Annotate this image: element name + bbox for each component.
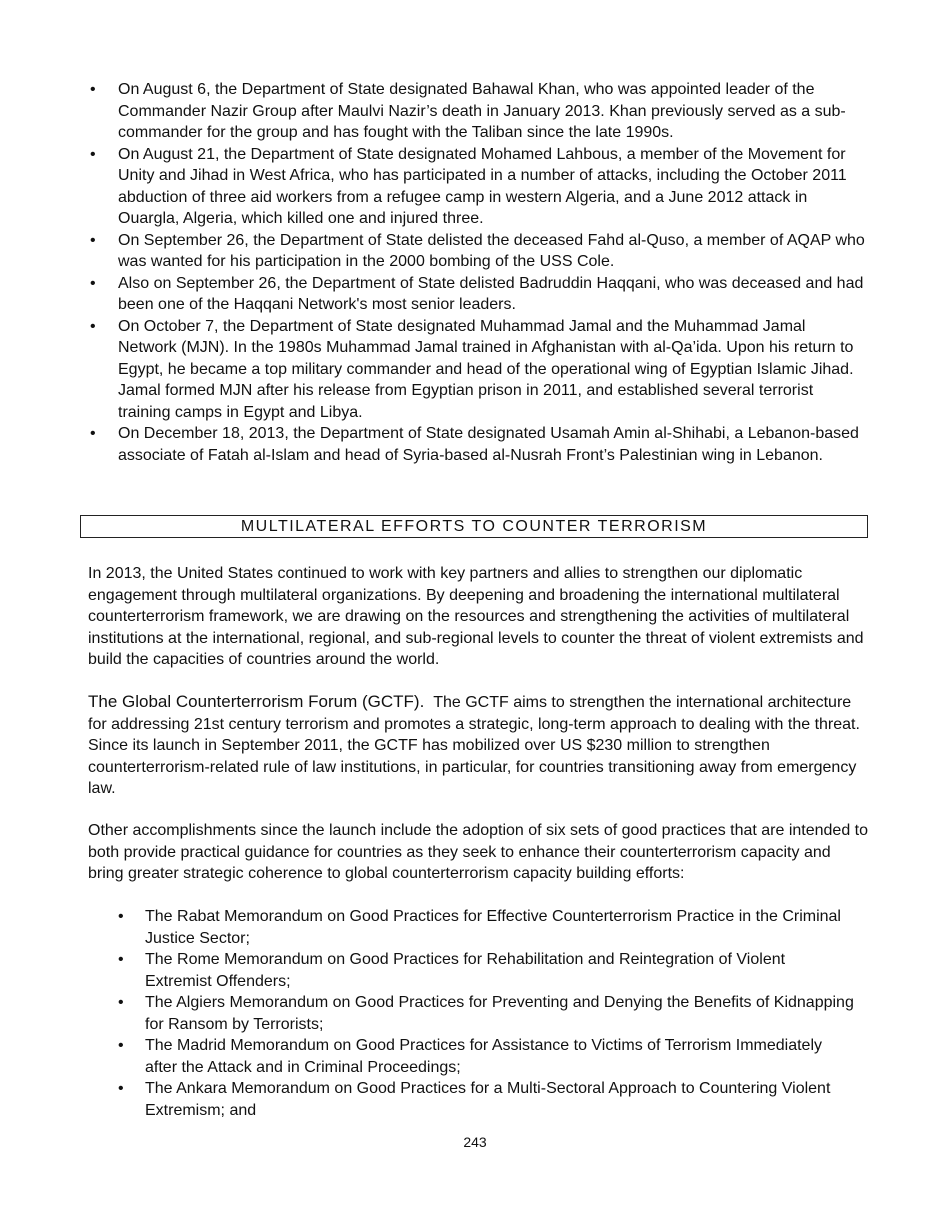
bullet-icon: • <box>90 274 96 292</box>
accomplishments-paragraph: Other accomplishments since the launch include the adoption of six sets of good practices that are intended to both provide practical guidance for countries as they seek to enhance their counterterrorism capacity and bring greater strategic coherence to global counterterrorism capacity building efforts: <box>88 822 869 882</box>
list-item <box>116 1035 856 1078</box>
list-item <box>116 906 856 949</box>
designations-list <box>88 79 868 466</box>
gctf-paragraph <box>88 691 868 800</box>
bullet-icon: • <box>118 951 124 968</box>
list-item-text: The Algiers Memorandum on Good Practices for Preventing and Denying the Benefits of Kidnapping for Ransom by Terrorists; <box>145 994 854 1033</box>
list-item <box>88 79 868 144</box>
section-heading: MULTILATERAL EFFORTS TO COUNTER TERRORISM <box>80 515 868 538</box>
bullet-icon: • <box>90 231 96 249</box>
list-item-text: Also on September 26, the Department of State delisted Badruddin Haqqani, who was deceased and had been one of the Haqqani Network's most senior leaders. <box>118 274 864 313</box>
list-item-text: On October 7, the Department of State designated Muhammad Jamal and the Muhammad Jamal Network (MJN). In the 1980s Muhammad Jamal trained in Afghanistan with al-Qa’ida. Upon his return to Egypt, he became a top military commander and head of the operational wing of Egyptian Islamic Jihad. Jamal formed MJN after his release from Egyptian prison in 2011, and established several terrorist training camps in Egypt and Libya. <box>118 317 854 421</box>
bullet-icon: • <box>90 145 96 163</box>
list-item-text: The Madrid Memorandum on Good Practices for Assistance to Victims of Terrorism Immediately after the Attack and in Criminal Proceedings; <box>145 1037 822 1076</box>
list-item-text: The Ankara Memorandum on Good Practices for a Multi-Sectoral Approach to Countering Violent Extremism; and <box>145 1080 831 1119</box>
bullet-icon: • <box>90 81 96 98</box>
bullet-icon: • <box>118 908 124 925</box>
intro-paragraph: In 2013, the United States continued to work with key partners and allies to strengthen our diplomatic engagement through multilateral organizations. By deepening and broadening the international multilateral counterterrorism framework, we are drawing on the resources and strengthening the activities of multilateral institutions at the international, regional, and sub-regional levels to counter the threat of violent extremists and build the capacities of countries around the world. <box>88 565 864 668</box>
list-item <box>116 949 856 992</box>
list-item-text: On September 26, the Department of State delisted the deceased Fahd al-Quso, a member of AQAP who was wanted for his participation in the 2000 bombing of the USS Cole. <box>118 231 865 270</box>
gctf-body: The GCTF aims to strengthen the international architecture for addressing 21st century terrorism and promotes a strategic, long-term approach to dealing with the threat. Since its launch in September 2011, the GCTF has mobilized over US $230 million to strengthen counterterrorism-related rule of law institutions, in particular, for countries transitioning away from emergency law. <box>88 694 860 797</box>
list-item <box>88 144 868 230</box>
list-item-text: On December 18, 2013, the Department of State designated Usamah Amin al-Shihabi, a Lebanon-based associate of Fatah al-Islam and head of Syria-based al-Nusrah Front’s Palestinian wing in Lebanon. <box>118 425 859 464</box>
list-item <box>116 1078 856 1121</box>
bullet-icon: • <box>118 994 124 1011</box>
bullet-icon: • <box>118 1080 124 1097</box>
list-item <box>116 992 856 1035</box>
page-number: 243 <box>463 1134 487 1150</box>
list-item <box>88 273 868 316</box>
bullet-icon: • <box>90 317 96 335</box>
bullet-icon: • <box>118 1037 124 1054</box>
list-item <box>88 423 868 466</box>
memoranda-list <box>116 906 856 1121</box>
list-item <box>88 230 868 273</box>
bullet-icon: • <box>90 425 96 442</box>
gctf-title: The Global Counterterrorism Forum (GCTF). <box>88 692 425 711</box>
list-item-text: On August 21, the Department of State designated Mohamed Lahbous, a member of the Movement for Unity and Jihad in West Africa, who has participated in a number of attacks, including the October 2011 abduction of three aid workers from a refugee camp in western Algeria, and a June 2012 attack in Ouargla, Algeria, which killed one and injured three. <box>118 145 847 227</box>
list-item <box>88 316 868 424</box>
list-item-text: On August 6, the Department of State designated Bahawal Khan, who was appointed leader of the Commander Nazir Group after Maulvi Nazir’s death in January 2013. Khan previously served as a sub-commander for the group and has fought with the Taliban since the late 1990s. <box>118 81 846 141</box>
list-item-text: The Rabat Memorandum on Good Practices for Effective Counterterrorism Practice in the Criminal Justice Sector; <box>145 908 841 947</box>
list-item-text: The Rome Memorandum on Good Practices for Rehabilitation and Reintegration of Violent Extremist Offenders; <box>145 951 786 990</box>
